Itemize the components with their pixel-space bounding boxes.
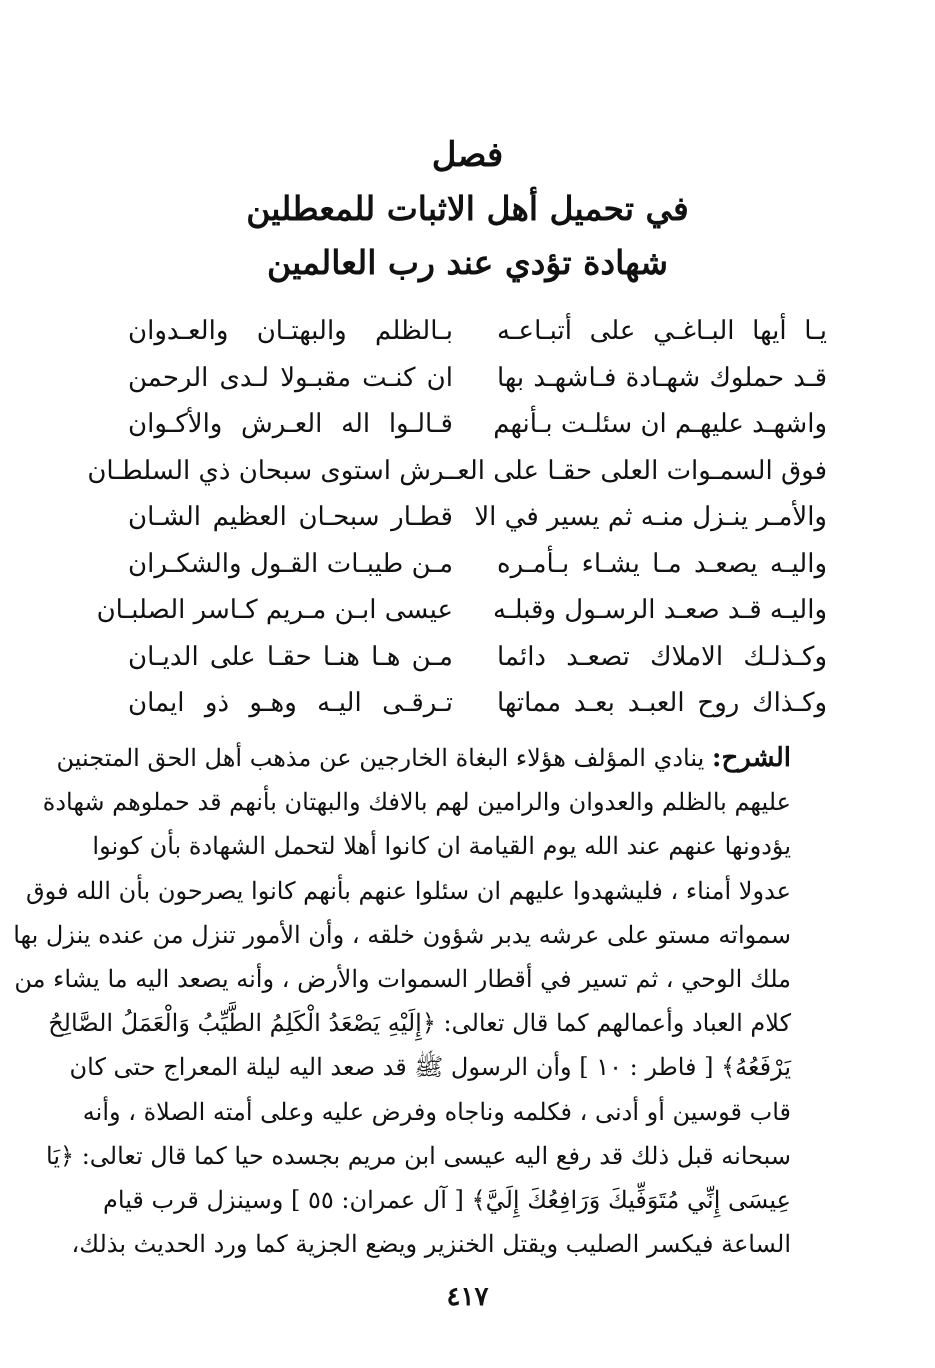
commentary-line: عِيسَى إِنِّي مُتَوَفِّيكَ وَرَافِعُكَ إِلَيَّ﴾ [ آل عمران: ٥٥ ] وسينزل قرب قيام xyxy=(103,1185,791,1214)
verse-first-hemistich: والأمـر ينـزل منـه ثم يسير في الا xyxy=(474,502,827,532)
commentary-line-text: ينادي المؤلف هؤلاء البغاة الخارجين عن مذهب أهل الحق المتجنين xyxy=(56,744,712,772)
commentary-line: كلام العباد وأعمالهم كما قال تعالى: ﴿إِلَيْهِ يَصْعَدُ الْكَلِمُ الطَّيِّبُ وَالْعَمَلُ الصَّالِحُ xyxy=(48,1009,791,1038)
commentary-line: يَرْفَعُهُ﴾ [ فاطر : ١٠ ] وأن الرسول ﷺ قد صعد اليه ليلة المعراج حتى كان xyxy=(69,1053,791,1082)
commentary-line: عليهم بالظلم والعدوان والرامين لهم بالافك والبهتان بأنهم قد حملوهم شهادة xyxy=(42,788,791,817)
heading-title-line-1: في تحميل أهل الاثبات للمعطلين xyxy=(246,189,689,228)
commentary-line: قاب قوسين أو أدنى ، فكلمه وناجاه وفرض عليه وعلى أمته الصلاة ، وأنه xyxy=(82,1097,791,1126)
verse-first-hemistich: قـد حملوك شهـادة فـاشهـد بها xyxy=(497,362,827,393)
verse-first-hemistich: واليـه يصعـد مـا يشـاء بـأمـره xyxy=(497,548,827,579)
commentary-line: سبحانه قبل ذلك قد رفع اليه عيسى ابن مريم بجسده حيا كما قال تعالى: ﴿يَا xyxy=(46,1141,791,1170)
verse-second-hemistich: بـالظلم والبهتـان والعـدوان xyxy=(128,316,453,346)
poem-verse xyxy=(0,308,935,354)
verse-second-hemistich: تـرقـى اليـه وهـو ذو ايمان xyxy=(128,688,453,718)
commentary-line: يؤدونها عنهم عند الله يوم القيامة ان كانوا أهلا لتحمل الشهادة بأن كونوا xyxy=(92,832,791,861)
commentary-line: ملك الوحي ، ثم تسير في أقطار السموات والأرض ، وأنه يصعد اليه ما يشاء من xyxy=(14,964,791,993)
verse-first-hemistich: وكـذاك روح العبـد بعـد مماتها xyxy=(497,688,827,718)
commentary-line: عدولا أمناء ، فليشهدوا عليهم ان سئلوا عنهم بأنهم كانوا يصرحون بأن الله فوق xyxy=(26,876,791,905)
verse-second-hemistich: قـالـوا اله العـرش والأكـوان xyxy=(128,409,453,439)
verse-first-hemistich: يـا أيها البـاغـي على أتبـاعـه xyxy=(497,316,827,346)
poem-verse xyxy=(0,541,935,587)
poem-verse xyxy=(0,401,935,447)
verse-first-hemistich: وكـذلـك الاملاك تصعـد دائما xyxy=(497,641,827,672)
verse-first-hemistich: واشهـد عليهـم ان سئلـت بـأنهم xyxy=(493,409,827,439)
verse-second-hemistich: مـن هـا هنـا حقـا على الديـان xyxy=(128,641,453,672)
verse-second-hemistich: ان كنـت مقبـولا لـدى الرحمن xyxy=(128,362,453,393)
poem-verse xyxy=(0,448,935,494)
verse-second-hemistich: عيسى ابـن مـريم كـاسر الصلبـان xyxy=(96,595,453,625)
commentary-line: الساعة فيكسر الصليب ويقتل الخنزير ويضع الجزية كما ورد الحديث بذلك، xyxy=(71,1230,791,1259)
verse-second-hemistich: قطـار سبحـان العظيم الشـان xyxy=(128,502,453,532)
chapter-heading xyxy=(0,128,935,290)
heading-fasl: فصل xyxy=(431,135,504,175)
heading-title-line-2: شهادة تؤدي عند رب العالمين xyxy=(267,243,668,282)
poem-block xyxy=(0,308,935,728)
poem-verse xyxy=(0,587,935,633)
commentary-paragraph xyxy=(13,736,791,1266)
poem-verse xyxy=(0,355,935,401)
verse-second-hemistich: ـرش استوى سبحان ذي السلطـان xyxy=(87,455,453,486)
commentary-line: سمواته مستو على عرشه يدبر شؤون خلقه ، وأن الأمور تنزل من عنده ينزل بها xyxy=(13,920,791,949)
poem-verse xyxy=(0,680,935,726)
page-number: ٤١٧ xyxy=(446,1282,489,1312)
verse-second-hemistich: مـن طيبـات القـول والشكـران xyxy=(128,548,453,579)
commentary-lead-label: الشرح: xyxy=(711,743,791,773)
commentary-line xyxy=(56,736,791,780)
verse-first-hemistich: فوق السمـوات العلى حقـا على العـ xyxy=(449,455,827,486)
poem-verse xyxy=(0,634,935,680)
verse-first-hemistich: واليـه قـد صعـد الرسـول وقبلـه xyxy=(493,595,827,625)
poem-verse xyxy=(0,494,935,540)
